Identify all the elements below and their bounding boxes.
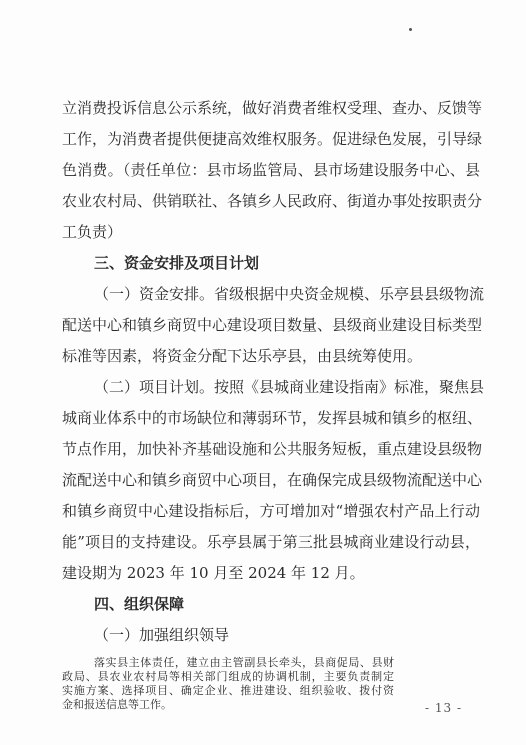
paragraph-line: （一）资金安排。省级根据中央资金规模、乐亭县县级物流	[94, 285, 485, 303]
paragraph-line: 政局、县农业农村局等相关部门组成的协调机制，主要负责制定	[62, 670, 394, 683]
paragraph-line: 色消费。（责任单位：县市场监管局、县市场建设服务中心、县	[62, 161, 480, 179]
section-heading: 四、组织保障	[94, 595, 185, 613]
section-heading: 三、资金安排及项目计划	[94, 254, 260, 272]
paragraph-line: 标准等因素，将资金分配下达乐亭县，由县统筹使用。	[62, 347, 423, 365]
paragraph-line: 配送中心和镇乡商贸中心建设项目数量、县级商业建设目标类型	[62, 316, 483, 334]
paragraph-line: 和镇乡商贸中心建设指标后，方可增加对“增强农村产品上行动	[62, 502, 480, 520]
paragraph-line: 落实县主体责任，建立由主管副县长牵头，县商促局、县财	[94, 656, 394, 669]
paragraph-line: 立消费投诉信息公示系统，做好消费者维权受理、查办、反馈等	[62, 99, 483, 117]
paragraph-line: （二）项目计划。按照《县城商业建设指南》标准，聚焦县	[94, 378, 485, 396]
paragraph-line: 能”项目的支持建设。乐亭县属于第三批县城商业建设行动县，	[62, 533, 480, 551]
page-number: - 13 -	[424, 701, 462, 715]
paragraph-line: 农业农村局、供销联社、各镇乡人民政府、街道办事处按职责分	[62, 192, 483, 210]
paragraph-line: 工作，为消费者提供便捷高效维权服务。促进绿色发展，引导绿	[62, 130, 483, 148]
paragraph-line: 金和报送信息等工作。	[62, 698, 172, 711]
paragraph-line: 工负责）	[62, 223, 123, 241]
paragraph-line: 实施方案、选择项目、确定企业、推进建设、组织验收、拨付资	[62, 684, 394, 697]
scan-speck	[409, 28, 412, 31]
paragraph-line: 建设期为 2023 年 10 月至 2024 年 12 月。	[62, 564, 365, 582]
paragraph-line: 城商业体系中的市场缺位和薄弱环节，发挥县城和镇乡的枢纽、	[62, 409, 483, 427]
paragraph-line: 节点作用，加快补齐基础设施和公共服务短板，重点建设县级物	[62, 440, 483, 458]
paragraph-line: 流配送中心和镇乡商贸中心项目，在确保完成县级物流配送中心	[62, 471, 483, 489]
subsection-heading: （一）加强组织领导	[94, 626, 230, 644]
